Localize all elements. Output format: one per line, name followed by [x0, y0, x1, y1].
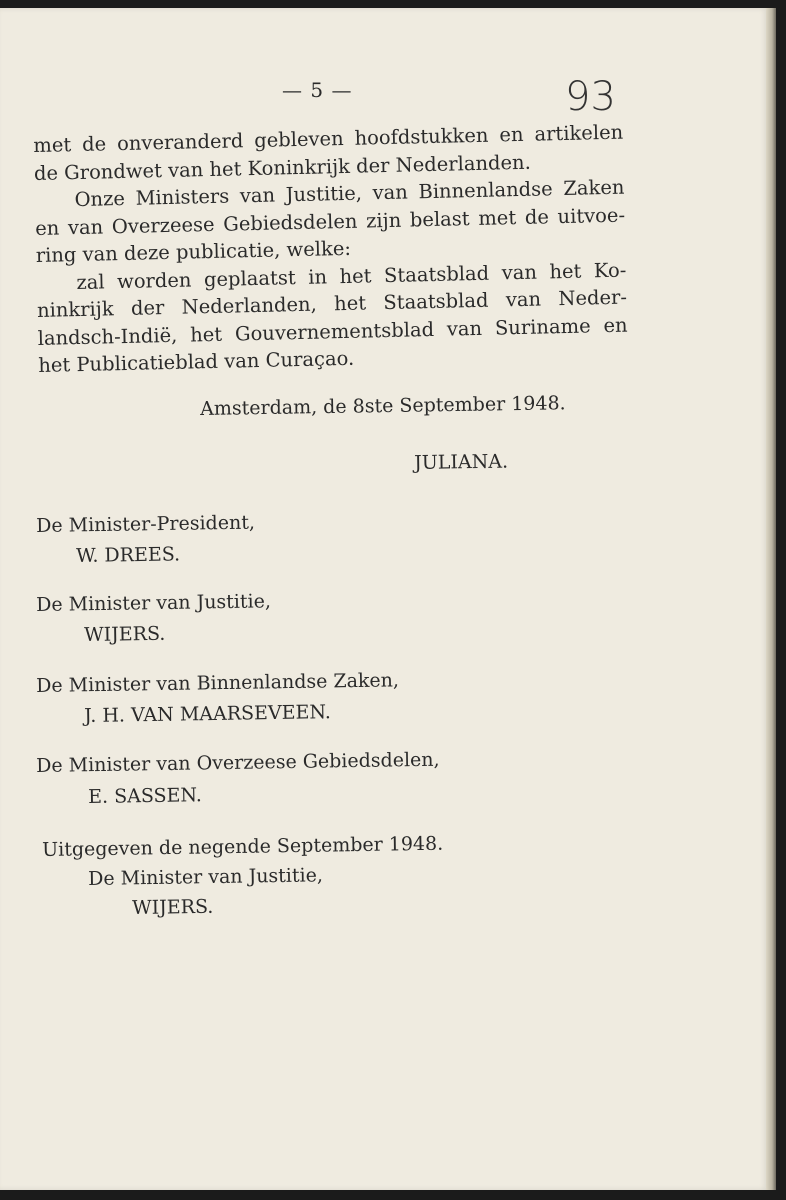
issued-signatory-name: WIJERS. [132, 895, 214, 919]
signatory-title: De Minister van Justitie, [36, 590, 272, 616]
body-line: de Grondwet van het Koninkrijk der Nederlanden. [33, 150, 532, 185]
signatory-name: W. DREES. [76, 543, 181, 567]
body-line: en van Overzeese Gebiedsdelen zijn belast met de uitvoe- [34, 203, 626, 240]
issued-line: Uitgegeven de negende September 1948. [42, 832, 444, 861]
body-paragraphs [33, 119, 628, 380]
signatory-title: De Minister van Overzeese Gebiedsdelen, [36, 748, 440, 777]
signatory-title: De Minister-President, [36, 511, 256, 537]
body-line: het Publicatieblad van Curaçao. [38, 346, 355, 377]
monarch-signature: JULIANA. [414, 450, 509, 474]
body-line: zal worden geplaatst in het Staatsblad van het Ko- [76, 258, 627, 294]
signatory-name: WIJERS. [84, 622, 166, 646]
body-line: landsch-Indië, het Gouvernementsblad van Suriname en [37, 313, 628, 350]
body-line: ninkrijk der Nederlanden, het Staatsblad van Neder- [36, 285, 628, 322]
document-page [0, 8, 768, 1190]
page-edge [766, 8, 776, 1190]
body-line: met de onveranderd gebleven hoofdstukken en artikelen [33, 120, 624, 157]
folio-number: 93 [565, 74, 616, 120]
signatory-title: De Minister van Binnenlandse Zaken, [36, 669, 400, 697]
signatory-name: E. SASSEN. [88, 784, 203, 808]
signatory-name: J. H. VAN MAARSEVEEN. [84, 701, 332, 727]
body-line: Onze Ministers van Justitie, van Binnenlandse Zaken [74, 175, 625, 212]
page-number: — 5 — [282, 78, 353, 102]
body-line: ring van deze publicatie, welke: [35, 236, 352, 267]
place-date: Amsterdam, de 8ste September 1948. [200, 392, 566, 420]
issued-signatory-title: De Minister van Justitie, [88, 864, 324, 890]
